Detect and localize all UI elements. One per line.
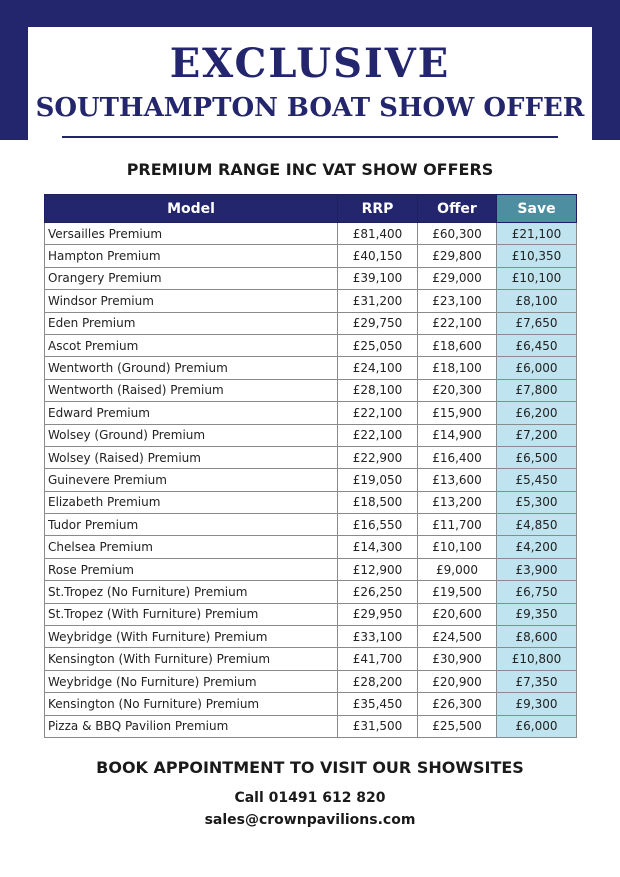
rrp-cell: £24,100 [338, 357, 418, 379]
offer-cell: £22,100 [418, 312, 497, 334]
model-cell: Pizza & BBQ Pavilion Premium [45, 715, 338, 737]
offer-cell: £16,400 [418, 446, 497, 468]
offer-cell: £29,000 [418, 267, 497, 289]
offer-cell: £18,100 [418, 357, 497, 379]
table-row [45, 648, 577, 670]
save-cell: £4,850 [497, 514, 577, 536]
model-cell: Hampton Premium [45, 245, 338, 267]
model-cell: St.Tropez (No Furniture) Premium [45, 581, 338, 603]
save-cell: £7,200 [497, 424, 577, 446]
rrp-cell: £25,050 [338, 334, 418, 356]
section-heading: PREMIUM RANGE INC VAT SHOW OFFERS [126, 160, 494, 179]
rrp-cell: £31,500 [338, 715, 418, 737]
save-cell: £7,650 [497, 312, 577, 334]
rrp-cell: £39,100 [338, 267, 418, 289]
table-row [45, 245, 577, 267]
table-row [45, 514, 577, 536]
save-cell: £8,100 [497, 290, 577, 312]
table-row [45, 312, 577, 334]
rrp-cell: £22,900 [338, 446, 418, 468]
offer-cell: £10,100 [418, 536, 497, 558]
table-row [45, 402, 577, 424]
offer-cell: £26,300 [418, 693, 497, 715]
table-row [45, 693, 577, 715]
email-address: sales@crownpavilions.com [204, 812, 416, 828]
save-cell: £21,100 [497, 223, 577, 245]
model-cell: St.Tropez (With Furniture) Premium [45, 603, 338, 625]
model-cell: Weybridge (With Furniture) Premium [45, 626, 338, 648]
rrp-cell: £22,100 [338, 424, 418, 446]
model-cell: Rose Premium [45, 558, 338, 580]
rrp-cell: £19,050 [338, 469, 418, 491]
model-cell: Weybridge (No Furniture) Premium [45, 670, 338, 692]
table-row [45, 469, 577, 491]
model-cell: Tudor Premium [45, 514, 338, 536]
save-cell: £7,800 [497, 379, 577, 401]
table-row [45, 603, 577, 625]
offer-cell: £14,900 [418, 424, 497, 446]
offer-cell: £18,600 [418, 334, 497, 356]
rrp-cell: £16,550 [338, 514, 418, 536]
rrp-cell: £29,950 [338, 603, 418, 625]
model-cell: Chelsea Premium [45, 536, 338, 558]
title-subtitle: SOUTHAMPTON BOAT SHOW OFFER [35, 93, 585, 123]
save-cell: £10,100 [497, 267, 577, 289]
model-cell: Wentworth (Ground) Premium [45, 357, 338, 379]
model-cell: Wentworth (Raised) Premium [45, 379, 338, 401]
offer-cell: £20,300 [418, 379, 497, 401]
rrp-cell: £40,150 [338, 245, 418, 267]
save-cell: £5,450 [497, 469, 577, 491]
table-row [45, 558, 577, 580]
rrp-cell: £33,100 [338, 626, 418, 648]
table-header-row [45, 195, 577, 223]
table-row [45, 334, 577, 356]
table-row [45, 357, 577, 379]
offer-cell: £9,000 [418, 558, 497, 580]
rrp-cell: £31,200 [338, 290, 418, 312]
save-cell: £5,300 [497, 491, 577, 513]
offer-cell: £11,700 [418, 514, 497, 536]
save-cell: £10,350 [497, 245, 577, 267]
save-cell: £6,450 [497, 334, 577, 356]
offer-cell: £13,200 [418, 491, 497, 513]
model-cell: Wolsey (Raised) Premium [45, 446, 338, 468]
offers-table [44, 194, 577, 738]
save-cell: £3,900 [497, 558, 577, 580]
table-row [45, 446, 577, 468]
save-cell: £9,300 [497, 693, 577, 715]
save-cell: £9,350 [497, 603, 577, 625]
title-exclusive: EXCLUSIVE [169, 40, 451, 87]
table-row [45, 626, 577, 648]
save-cell: £10,800 [497, 648, 577, 670]
offer-cell: £15,900 [418, 402, 497, 424]
model-cell: Ascot Premium [45, 334, 338, 356]
model-cell: Kensington (With Furniture) Premium [45, 648, 338, 670]
table-row [45, 424, 577, 446]
save-cell: £7,350 [497, 670, 577, 692]
appointment-cta: BOOK APPOINTMENT TO VISIT OUR SHOWSITES [96, 758, 524, 777]
table-row [45, 670, 577, 692]
model-cell: Kensington (No Furniture) Premium [45, 693, 338, 715]
save-cell: £4,200 [497, 536, 577, 558]
save-cell: £6,000 [497, 715, 577, 737]
column-header-rrp: RRP [338, 195, 418, 223]
rrp-cell: £22,100 [338, 402, 418, 424]
model-cell: Orangery Premium [45, 267, 338, 289]
model-cell: Elizabeth Premium [45, 491, 338, 513]
rrp-cell: £81,400 [338, 223, 418, 245]
table-row [45, 267, 577, 289]
save-cell: £6,000 [497, 357, 577, 379]
save-cell: £8,600 [497, 626, 577, 648]
model-cell: Versailles Premium [45, 223, 338, 245]
model-cell: Guinevere Premium [45, 469, 338, 491]
rrp-cell: £26,250 [338, 581, 418, 603]
model-cell: Eden Premium [45, 312, 338, 334]
column-header-offer: Offer [418, 195, 497, 223]
offer-cell: £30,900 [418, 648, 497, 670]
table-row [45, 491, 577, 513]
table-row [45, 379, 577, 401]
column-header-model: Model [45, 195, 338, 223]
column-header-save: Save [497, 195, 577, 223]
table-row [45, 290, 577, 312]
rrp-cell: £28,100 [338, 379, 418, 401]
rrp-cell: £12,900 [338, 558, 418, 580]
model-cell: Edward Premium [45, 402, 338, 424]
offer-cell: £20,900 [418, 670, 497, 692]
offer-cell: £20,600 [418, 603, 497, 625]
table-row [45, 715, 577, 737]
title-divider [62, 136, 558, 138]
rrp-cell: £35,450 [338, 693, 418, 715]
offer-cell: £23,100 [418, 290, 497, 312]
save-cell: £6,500 [497, 446, 577, 468]
model-cell: Wolsey (Ground) Premium [45, 424, 338, 446]
offer-cell: £13,600 [418, 469, 497, 491]
rrp-cell: £14,300 [338, 536, 418, 558]
offer-cell: £24,500 [418, 626, 497, 648]
rrp-cell: £18,500 [338, 491, 418, 513]
offer-cell: £25,500 [418, 715, 497, 737]
model-cell: Windsor Premium [45, 290, 338, 312]
phone-number: Call 01491 612 820 [234, 790, 386, 806]
save-cell: £6,200 [497, 402, 577, 424]
table-row [45, 581, 577, 603]
offer-cell: £19,500 [418, 581, 497, 603]
offer-cell: £29,800 [418, 245, 497, 267]
table-row [45, 223, 577, 245]
rrp-cell: £28,200 [338, 670, 418, 692]
save-cell: £6,750 [497, 581, 577, 603]
rrp-cell: £41,700 [338, 648, 418, 670]
rrp-cell: £29,750 [338, 312, 418, 334]
table-row [45, 536, 577, 558]
offer-cell: £60,300 [418, 223, 497, 245]
